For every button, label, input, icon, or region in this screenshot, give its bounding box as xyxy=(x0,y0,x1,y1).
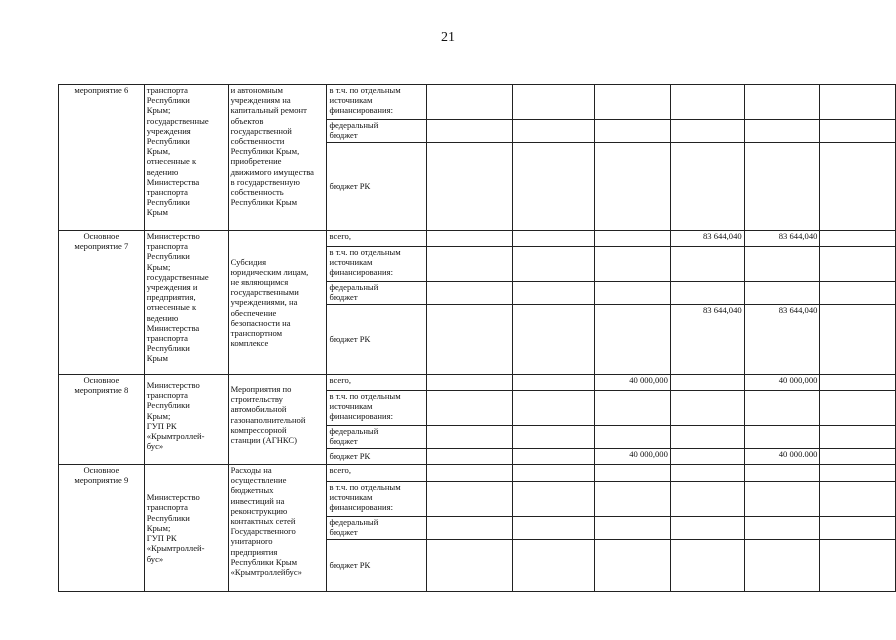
source-label: в т.ч. по отдельным источникам финансирования: xyxy=(327,247,427,282)
source-label: бюджет РК xyxy=(327,540,427,592)
value-cell: 83 644,040 xyxy=(670,305,744,375)
value-cell: 40 000,000 xyxy=(595,449,671,465)
source-label: бюджет РК xyxy=(327,143,427,231)
source-label: всего, xyxy=(327,375,427,391)
source-label: бюджет РК xyxy=(327,449,427,465)
executor-cell: Министерство транспорта Республики Крым; ГУП РК «Крымтроллей- бус» xyxy=(144,375,228,465)
value-cell: 40 000,000 xyxy=(595,375,671,391)
source-label: в т.ч. по отдельным источникам финансирования: xyxy=(327,391,427,426)
description-cell: Расходы на осуществление бюджетных инвестиций на реконструкцию контактных сетей Государственного унитарного предприятия Республики Крым «Крымтроллейбус» xyxy=(228,465,327,592)
description-cell: Субсидия юридическим лицам, не являющимся государственными учреждениями, на обеспечение безопасности на транспортном комплексе xyxy=(228,231,327,375)
table-row xyxy=(59,465,896,482)
value-cell: 83 644,040 xyxy=(670,231,744,247)
description-cell: Мероприятия по строительству автомобильной газонаполнительной компрессорной станции (АГНКС) xyxy=(228,375,327,465)
source-label: федеральный бюджет xyxy=(327,426,427,449)
source-label: федеральный бюджет xyxy=(327,517,427,540)
source-label: бюджет РК xyxy=(327,305,427,375)
table-row xyxy=(59,375,896,391)
measure-name: мероприятие 6 xyxy=(59,85,145,231)
value-cell: 40 000,000 xyxy=(744,375,820,391)
source-label: федеральный бюджет xyxy=(327,282,427,305)
table-row xyxy=(59,231,896,247)
source-label: в т.ч. по отдельным источникам финансирования: xyxy=(327,482,427,517)
measure-name: Основное мероприятие 7 xyxy=(59,231,145,375)
value-cell: 83 644,040 xyxy=(744,231,820,247)
page-number: 21 xyxy=(441,30,455,45)
measure-name: Основное мероприятие 8 xyxy=(59,375,145,465)
source-label: всего, xyxy=(327,231,427,247)
measure-name: Основное мероприятие 9 xyxy=(59,465,145,592)
executor-cell: Министерство транспорта Республики Крым; государственные учреждения и предприятия, отнесенные к ведению Министерства транспорта Республики Крым xyxy=(144,231,228,375)
source-label: всего, xyxy=(327,465,427,482)
description-cell: и автономным учреждениям на капитальный ремонт объектов государственной собственности Республики Крым, приобретение движимого имущества в государственную собственность Республики Крым xyxy=(228,85,327,231)
source-label: федеральный бюджет xyxy=(327,120,427,143)
executor-cell: транспорта Республики Крым; государственные учреждения Республики Крым, отнесенные к ведению Министерства транспорта Республики Крым xyxy=(144,85,228,231)
executor-cell: Министерство транспорта Республики Крым; ГУП РК «Крымтроллей- бус» xyxy=(144,465,228,592)
table-row xyxy=(59,85,896,120)
value-cell: 83 644,040 xyxy=(744,305,820,375)
source-label: в т.ч. по отдельным источникам финансирования: xyxy=(327,85,427,120)
value-cell: 40 000.000 xyxy=(744,449,820,465)
financing-table xyxy=(58,84,896,592)
